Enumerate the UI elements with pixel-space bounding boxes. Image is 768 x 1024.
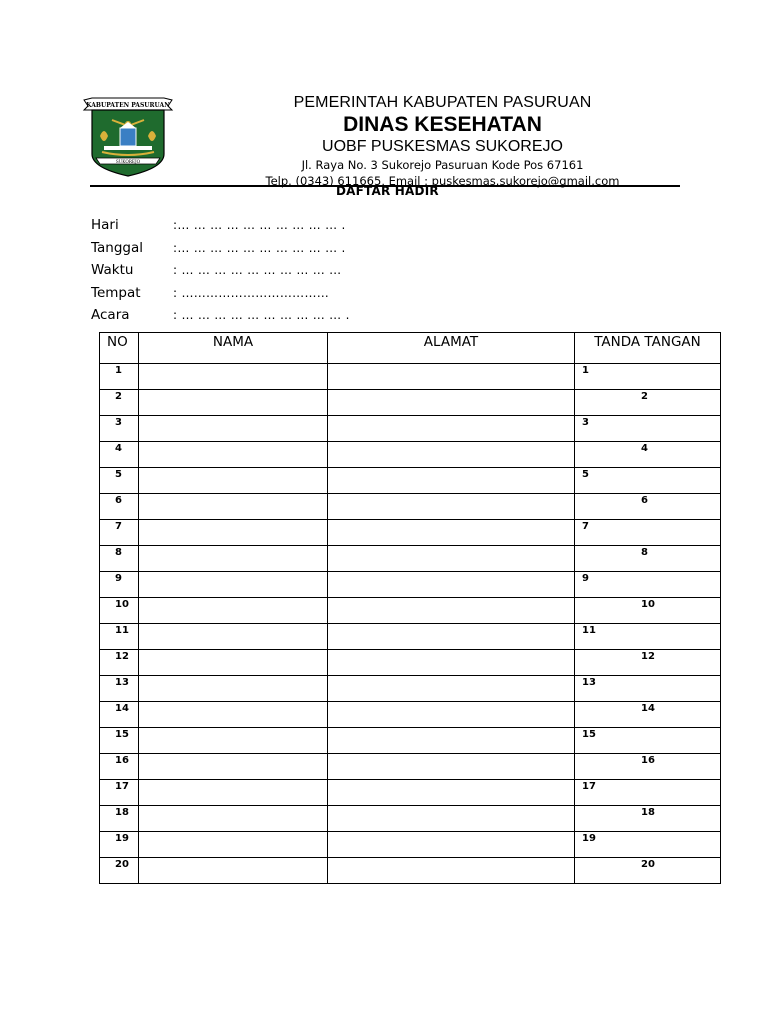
nama-cell[interactable]: [139, 390, 328, 416]
field-label: Tempat: [91, 284, 141, 301]
alamat-cell[interactable]: [328, 832, 575, 858]
table-row: [100, 832, 721, 858]
row-number: 3: [100, 416, 139, 442]
signature-number: 3: [582, 417, 589, 428]
nama-cell[interactable]: [139, 598, 328, 624]
row-number: 9: [100, 572, 139, 598]
table-row: [100, 546, 721, 572]
table-row: [100, 572, 721, 598]
signature-cell[interactable]: [575, 832, 721, 858]
signature-cell[interactable]: [575, 754, 721, 780]
nama-cell[interactable]: [139, 650, 328, 676]
nama-cell[interactable]: [139, 624, 328, 650]
table-row: [100, 520, 721, 546]
logo-text-bottom: SUKOREJO: [115, 159, 141, 164]
field-value: :… … … … … … … … … … .: [173, 240, 346, 255]
signature-number: 9: [582, 573, 589, 584]
column-header-alamat: ALAMAT: [328, 333, 575, 364]
table-row: [100, 364, 721, 390]
signature-number: 18: [641, 807, 655, 818]
signature-cell[interactable]: [575, 780, 721, 806]
field-value: : … … … … … … … … … …: [173, 263, 342, 277]
nama-cell[interactable]: [139, 832, 328, 858]
nama-cell[interactable]: [139, 546, 328, 572]
field-label: Tanggal: [91, 239, 144, 256]
signature-cell[interactable]: [575, 728, 721, 754]
nama-cell[interactable]: [139, 520, 328, 546]
signature-number: 19: [582, 833, 596, 844]
signature-number: 16: [641, 755, 655, 766]
alamat-cell[interactable]: [328, 650, 575, 676]
signature-cell[interactable]: [575, 416, 721, 442]
nama-cell[interactable]: [139, 806, 328, 832]
row-number: 14: [100, 702, 139, 728]
alamat-cell[interactable]: [328, 520, 575, 546]
signature-cell[interactable]: [575, 650, 721, 676]
signature-cell[interactable]: [575, 364, 721, 390]
signature-number: 1: [582, 365, 589, 376]
kabupaten-pasuruan-logo: [82, 96, 174, 178]
signature-number: 15: [582, 729, 596, 740]
row-number: 2: [100, 390, 139, 416]
field-label: Acara: [91, 307, 130, 323]
alamat-cell[interactable]: [328, 702, 575, 728]
table-row: [100, 806, 721, 832]
table-row: [100, 598, 721, 624]
alamat-cell[interactable]: [328, 858, 575, 884]
row-number: 12: [100, 650, 139, 676]
alamat-cell[interactable]: [328, 416, 575, 442]
table-row: [100, 494, 721, 520]
signature-number: 7: [582, 521, 589, 532]
alamat-cell[interactable]: [328, 546, 575, 572]
row-number: 18: [100, 806, 139, 832]
signature-number: 13: [582, 677, 596, 688]
field-value: : ………………………………: [173, 285, 330, 300]
signature-cell[interactable]: [575, 624, 721, 650]
nama-cell[interactable]: [139, 468, 328, 494]
row-number: 11: [100, 624, 139, 650]
row-number: 4: [100, 442, 139, 468]
signature-number: 8: [641, 547, 648, 558]
signature-cell[interactable]: [575, 806, 721, 832]
signature-number: 5: [582, 469, 589, 480]
table-row: [100, 728, 721, 754]
table-row: [100, 754, 721, 780]
column-header-nama: NAMA: [139, 333, 328, 364]
column-header-tanda-tangan: TANDA TANGAN: [575, 333, 721, 364]
field-label: Hari: [91, 217, 119, 233]
signature-number: 12: [641, 651, 655, 662]
signature-cell[interactable]: [575, 494, 721, 520]
nama-cell[interactable]: [139, 858, 328, 884]
nama-cell[interactable]: [139, 572, 328, 598]
alamat-cell[interactable]: [328, 728, 575, 754]
signature-cell[interactable]: [575, 520, 721, 546]
signature-number: 14: [641, 703, 655, 714]
nama-cell[interactable]: [139, 754, 328, 780]
nama-cell[interactable]: [139, 780, 328, 806]
signature-cell[interactable]: [575, 442, 721, 468]
field-value: :… … … … … … … … … … .: [173, 218, 346, 232]
alamat-cell[interactable]: [328, 468, 575, 494]
field-value: : … … … … … … … … … … .: [173, 308, 350, 322]
signature-cell[interactable]: [575, 702, 721, 728]
signature-cell[interactable]: [575, 676, 721, 702]
letterhead: [230, 94, 655, 189]
table-row: [100, 442, 721, 468]
contact-line: Telp. (0343) 611665, Email : puskesmas.sukorejo@gmail.com: [265, 174, 620, 188]
signature-number: 10: [641, 599, 655, 610]
department-name: DINAS KESEHATAN: [343, 113, 542, 136]
alamat-cell[interactable]: [328, 624, 575, 650]
signature-cell[interactable]: [575, 468, 721, 494]
signature-number: 2: [641, 391, 648, 402]
table-row: [100, 624, 721, 650]
alamat-cell[interactable]: [328, 754, 575, 780]
field-label: Waktu: [91, 262, 134, 278]
unit-name: UOBF PUSKESMAS SUKOREJO: [322, 138, 563, 155]
nama-cell[interactable]: [139, 442, 328, 468]
nama-cell[interactable]: [139, 728, 328, 754]
row-number: 15: [100, 728, 139, 754]
row-number: 7: [100, 520, 139, 546]
alamat-cell[interactable]: [328, 442, 575, 468]
nama-cell[interactable]: [139, 702, 328, 728]
signature-cell[interactable]: [575, 546, 721, 572]
signature-number: 4: [641, 443, 648, 454]
nama-cell[interactable]: [139, 364, 328, 390]
alamat-cell[interactable]: [328, 780, 575, 806]
nama-cell[interactable]: [139, 676, 328, 702]
table-row: [100, 390, 721, 416]
row-number: 13: [100, 676, 139, 702]
column-header-no: NO: [100, 333, 139, 364]
alamat-cell[interactable]: [328, 390, 575, 416]
table-row: [100, 702, 721, 728]
signature-cell[interactable]: [575, 572, 721, 598]
nama-cell[interactable]: [139, 494, 328, 520]
signature-cell[interactable]: [575, 390, 721, 416]
table-row: [100, 780, 721, 806]
address-line: Jl. Raya No. 3 Sukorejo Pasuruan Kode Pos 67161: [301, 158, 584, 172]
table-row: [100, 416, 721, 442]
signature-cell[interactable]: [575, 858, 721, 884]
table-row: [100, 858, 721, 884]
row-number: 6: [100, 494, 139, 520]
alamat-cell[interactable]: [328, 494, 575, 520]
signature-number: 6: [641, 495, 648, 506]
logo-text-top: KABUPATEN PASURUAN: [86, 102, 170, 109]
alamat-cell[interactable]: [328, 364, 575, 390]
alamat-cell[interactable]: [328, 572, 575, 598]
signature-number: 11: [582, 625, 596, 636]
row-number: 17: [100, 780, 139, 806]
attendance-table: [99, 332, 721, 884]
alamat-cell[interactable]: [328, 676, 575, 702]
row-number: 20: [100, 858, 139, 884]
alamat-cell[interactable]: [328, 806, 575, 832]
table-header-row: [100, 333, 721, 364]
row-number: 16: [100, 754, 139, 780]
row-number: 5: [100, 468, 139, 494]
alamat-cell[interactable]: [328, 598, 575, 624]
signature-number: 17: [582, 781, 596, 792]
row-number: 10: [100, 598, 139, 624]
document-title: DAFTAR HADIR: [336, 184, 439, 198]
row-number: 1: [100, 364, 139, 390]
table-row: [100, 676, 721, 702]
signature-cell[interactable]: [575, 598, 721, 624]
row-number: 8: [100, 546, 139, 572]
table-row: [100, 468, 721, 494]
nama-cell[interactable]: [139, 416, 328, 442]
signature-number: 20: [641, 859, 655, 870]
government-name: PEMERINTAH KABUPATEN PASURUAN: [293, 94, 592, 111]
row-number: 19: [100, 832, 139, 858]
table-row: [100, 650, 721, 676]
